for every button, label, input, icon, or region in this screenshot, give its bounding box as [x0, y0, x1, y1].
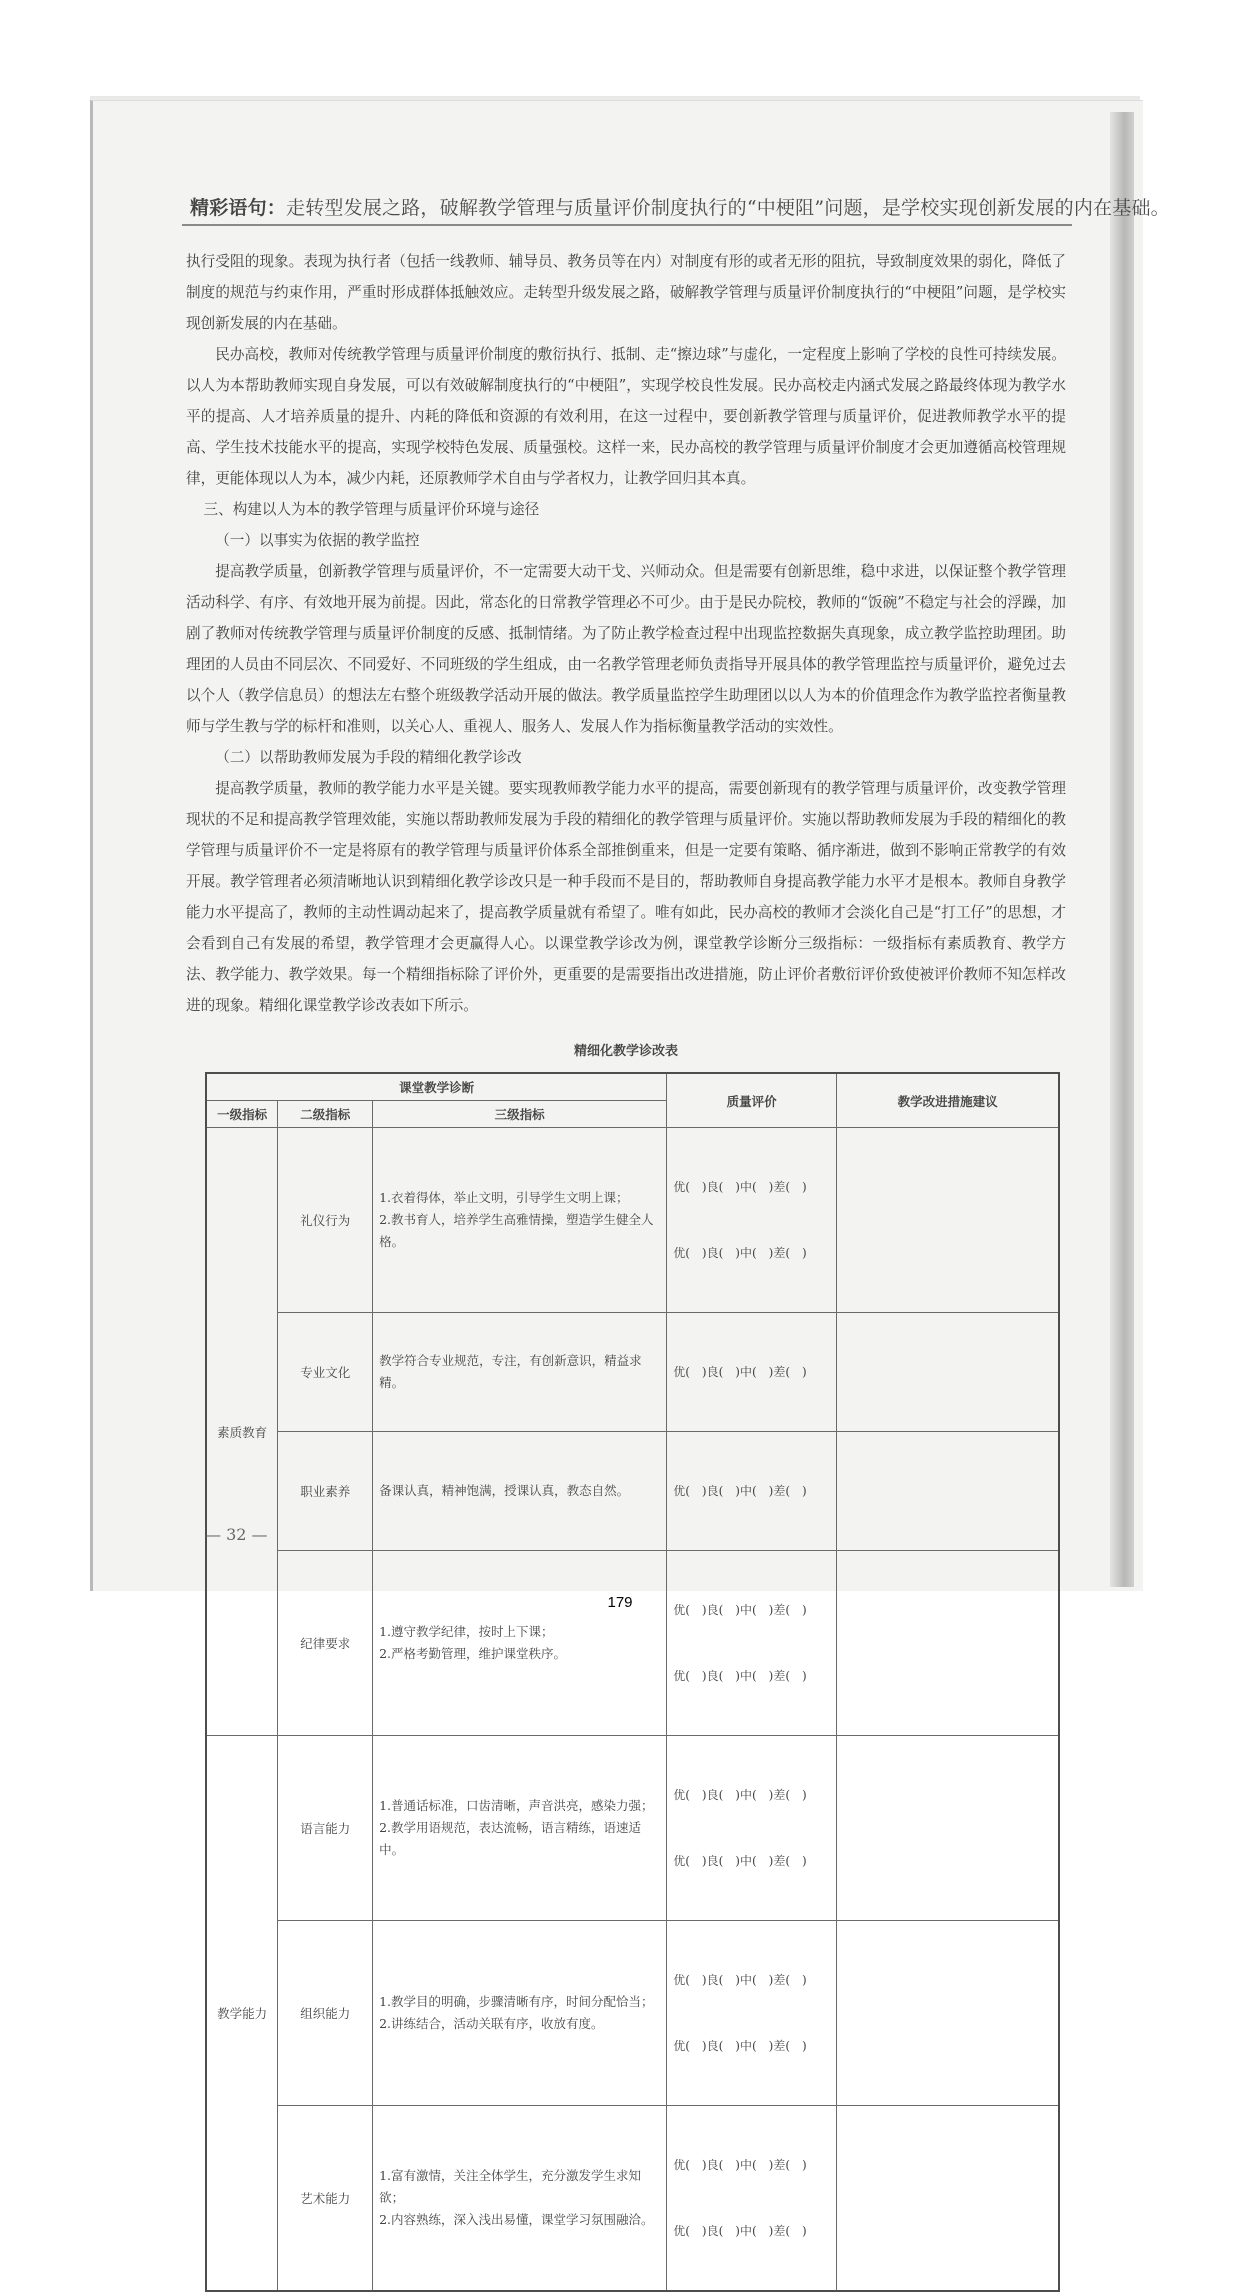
level3-line: 1.遵守教学纪律，按时上下课；	[379, 1624, 554, 1639]
header-label: 精彩语句：	[190, 197, 287, 219]
quality-line: 优( )良( )中( )差( )	[673, 1365, 807, 1379]
level2-cell: 艺术能力	[278, 2106, 373, 2292]
level3-cell	[373, 1432, 667, 1551]
footer-page-number: 179	[607, 1594, 633, 1611]
level3-line: 1.普通话标准，口齿清晰，声音洪亮，感染力强；	[379, 1798, 654, 1813]
level2-cell: 专业文化	[278, 1313, 373, 1432]
scan-binding-edge	[1110, 112, 1134, 1587]
quality-line: 优( )良( )中( )差( )	[673, 1973, 807, 1987]
quality-line: 优( )良( )中( )差( )	[673, 1788, 807, 1802]
quality-line: 优( )良( )中( )差( )	[673, 1180, 807, 1194]
table-title: 精细化教学诊改表	[573, 1044, 678, 1059]
quality-line: 优( )良( )中( )差( )	[673, 2158, 807, 2172]
header-level2: 二级指标	[278, 1101, 373, 1128]
quality-line: 优( )良( )中( )差( )	[673, 2039, 807, 2053]
paragraph-2: 民办高校，教师对传统教学管理与质量评价制度的敷衍执行、抵制、走“擦边球”与虚化，一定程度上影响了学校的良性可持续发展。以人为本帮助教师实现自身发展，可以有效破解制度执行的“中梗阻”，实现学校良性发展。民办高校走内涵式发展之路最终体现为教学水平的提高、人才培养质量的提升、内耗的降低和资源的有效利用，在这一过程中，要创新教学管理与质量评价，促进教师教学水平的提高、学生技术技能水平的提高，实现学校特色发展、质量强校。这样一来，民办高校的教学管理与质量评价制度才会更加遵循高校管理规律，更能体现以人为本，减少内耗，还原教师学术自由与学者权力，让教学回归其本真。	[186, 346, 1066, 487]
level3-line: 1.富有激情，关注全体学生，充分激发学生求知欲；	[379, 2168, 642, 2205]
improve-cell	[837, 1551, 1059, 1736]
level3-cell	[373, 1128, 667, 1313]
improve-cell	[837, 1736, 1059, 1921]
quality-cell	[667, 1551, 837, 1736]
level3-cell	[373, 1921, 667, 2106]
header-rule	[182, 224, 1072, 226]
table-header-row-1	[206, 1073, 1059, 1101]
table-row	[206, 2106, 1059, 2292]
quality-line: 优( )良( )中( )差( )	[673, 1484, 807, 1498]
level2-cell: 语言能力	[278, 1736, 373, 1921]
page-number: — 32 —	[205, 1525, 268, 1544]
quality-line: 优( )良( )中( )差( )	[673, 2224, 807, 2238]
level3-cell	[373, 1313, 667, 1432]
improve-cell	[837, 1921, 1059, 2106]
level3-line: 2.讲练结合，活动关联有序，收放有度。	[379, 2016, 604, 2031]
level3-line: 1.衣着得体，举止文明，引导学生文明上课；	[379, 1190, 629, 1205]
improve-cell	[837, 1313, 1059, 1432]
level3-line: 1.教学目的明确，步骤清晰有序，时间分配恰当；	[379, 1994, 654, 2009]
subsection-heading-1: （一）以事实为依据的教学监控	[215, 532, 420, 549]
quality-cell	[667, 1921, 837, 2106]
table-row	[206, 1551, 1059, 1736]
paragraph-4: 提高教学质量，教师的教学能力水平是关键。要实现教师教学能力水平的提高，需要创新现有的教学管理与质量评价，改变教学管理现状的不足和提高教学管理效能，实施以帮助教师发展为手段的精细化的教学管理与质量评价。实施以帮助教师发展为手段的精细化的教学管理与质量评价不一定是将原有的教学管理与质量评价体系全部推倒重来，但是一定要有策略、循序渐进，做到不影响正常教学的有效开展。教学管理者必须清晰地认识到精细化教学诊改只是一种手段而不是目的，帮助教师自身提高教学能力水平才是根本。教师自身教学能力水平提高了，教师的主动性调动起来了，提高教学质量就有希望了。唯有如此，民办高校的教师才会淡化自己是“打工仔”的思想，才会看到自己有发展的希望，教学管理才会更赢得人心。以课堂教学诊改为例，课堂教学诊断分三级指标：一级指标有素质教育、教学方法、教学能力、教学效果。每一个精细指标除了评价外，更重要的是需要指出改进措施，防止评价者敷衍评价致使被评价教师不知怎样改进的现象。精细化课堂教学诊改表如下所示。	[186, 780, 1066, 1014]
header-improve: 教学改进措施建议	[837, 1073, 1059, 1128]
subsection-heading-2: （二）以帮助教师发展为手段的精细化教学诊改	[215, 749, 522, 766]
section-heading: 三、构建以人为本的教学管理与质量评价环境与途径	[203, 501, 540, 518]
level3-cell	[373, 1736, 667, 1921]
level1-cell: 教学能力	[206, 1736, 278, 2292]
paragraph-1: 执行受阻的现象。表现为执行者（包括一线教师、辅导员、教务员等在内）对制度有形的或者无形的阻抗，导致制度效果的弱化，降低了制度的规范与约束作用，严重时形成群体抵触效应。走转型升级发展之路，破解教学管理与质量评价制度执行的“中梗阻”问题，是学校实现创新发展的内在基础。	[186, 253, 1066, 332]
level3-line: 2.教学用语规范，表达流畅，语言精练，语速适中。	[379, 1820, 642, 1857]
level1-cell: 素质教育	[206, 1128, 278, 1736]
improve-cell	[837, 1432, 1059, 1551]
table-row	[206, 1432, 1059, 1551]
quality-cell	[667, 1128, 837, 1313]
level3-cell	[373, 1551, 667, 1736]
header-quality: 质量评价	[667, 1073, 837, 1128]
level3-cell	[373, 2106, 667, 2292]
table-row	[206, 1736, 1059, 1921]
level3-line: 教学符合专业规范，专注，有创新意识，精益求精。	[379, 1353, 642, 1390]
quality-cell	[667, 1313, 837, 1432]
level2-cell: 礼仪行为	[278, 1128, 373, 1313]
level2-cell: 纪律要求	[278, 1551, 373, 1736]
header-level3: 三级指标	[373, 1101, 667, 1128]
quality-cell	[667, 1432, 837, 1551]
header-level1: 一级指标	[206, 1101, 278, 1128]
diagnosis-table	[205, 1072, 1060, 2292]
quality-cell	[667, 2106, 837, 2292]
quality-line: 优( )良( )中( )差( )	[673, 1603, 807, 1617]
level3-line: 备课认真，精神饱满，授课认真，教态自然。	[379, 1483, 630, 1498]
header-diagnosis: 课堂教学诊断	[206, 1073, 667, 1101]
level3-line: 2.内容熟练，深入浅出易懂，课堂学习氛围融洽。	[379, 2212, 654, 2227]
quality-line: 优( )良( )中( )差( )	[673, 1246, 807, 1260]
header-text: 走转型发展之路，破解教学管理与质量评价制度执行的“中梗阻”问题，是学校实现创新发展的内在基础。	[286, 197, 1170, 219]
paragraph-3: 提高教学质量，创新教学管理与质量评价，不一定需要大动干戈、兴师动众。但是需要有创新思维，稳中求进，以保证整个教学管理活动科学、有序、有效地开展为前提。因此，常态化的日常教学管理必不可少。由于是民办院校，教师的“饭碗”不稳定与社会的浮躁，加剧了教师对传统教学管理与质量评价制度的反感、抵制情绪。为了防止教学检查过程中出现监控数据失真现象，成立教学监控助理团。助理团的人员由不同层次、不同爱好、不同班级的学生组成，由一名教学管理老师负责指导开展具体的教学管理监控与质量评价，避免过去以个人（教学信息员）的想法左右整个班级教学活动开展的做法。教学质量监控学生助理团以以人为本的价值理念作为教学监控者衡量教师与学生教与学的标杆和准则，以关心人、重视人、服务人、发展人作为指标衡量教学活动的实效性。	[186, 563, 1066, 735]
improve-cell	[837, 2106, 1059, 2292]
table-row	[206, 1128, 1059, 1313]
improve-cell	[837, 1128, 1059, 1313]
table-row	[206, 1313, 1059, 1432]
table-row	[206, 1921, 1059, 2106]
quality-line: 优( )良( )中( )差( )	[673, 1854, 807, 1868]
article-body	[186, 246, 1066, 1021]
header-quote	[190, 193, 1170, 220]
level2-cell: 职业素养	[278, 1432, 373, 1551]
level3-line: 2.教书育人，培养学生高雅情操，塑造学生健全人格。	[379, 1212, 654, 1249]
quality-cell	[667, 1736, 837, 1921]
level2-cell: 组织能力	[278, 1921, 373, 2106]
level3-line: 2.严格考勤管理，维护课堂秩序。	[379, 1646, 567, 1661]
quality-line: 优( )良( )中( )差( )	[673, 1669, 807, 1683]
